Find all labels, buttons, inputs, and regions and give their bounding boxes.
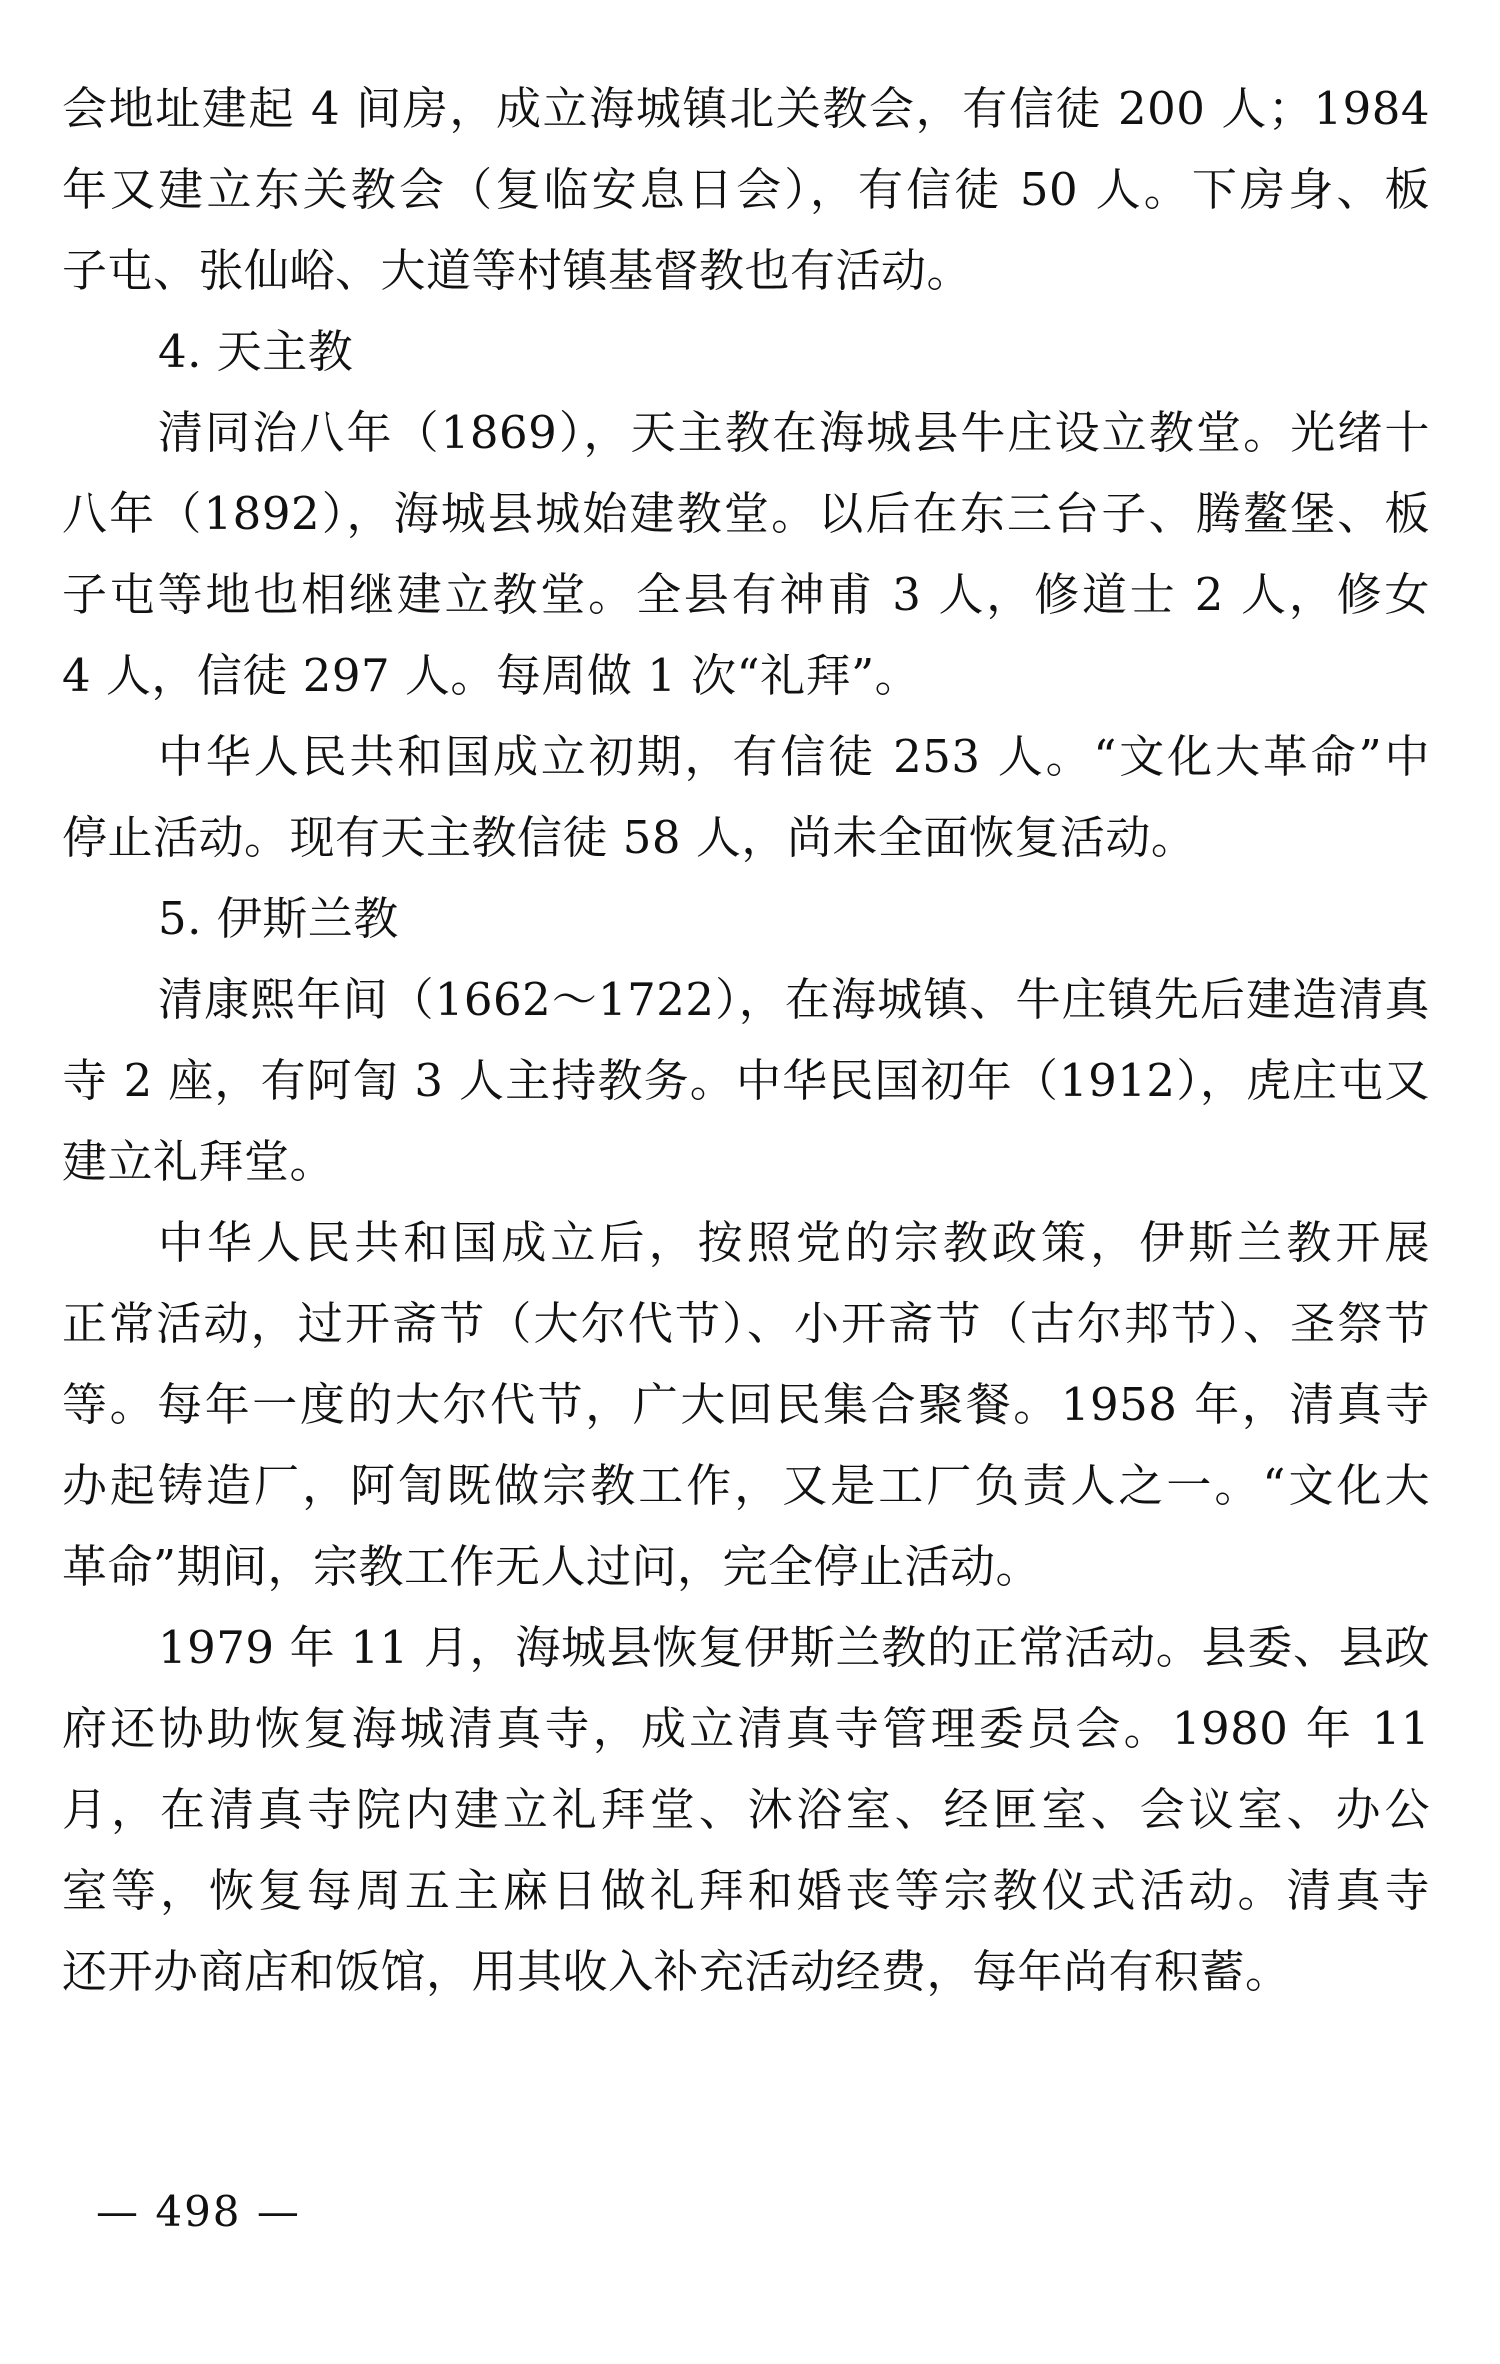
text-line: 停止活动。现有天主教信徒 58 人，尚未全面恢复活动。: [62, 811, 1197, 864]
text-line: 年又建立东关教会（复临安息日会），有信徒 50 人。下房身、板: [62, 163, 1430, 216]
text-line: 革命”期间，宗教工作无人过问，完全停止活动。: [62, 1540, 1042, 1593]
text-line: 清康熙年间（1662～1722），在海城镇、牛庄镇先后建造清真: [158, 973, 1430, 1026]
text-line: 室等，恢复每周五主麻日做礼拜和婚丧等宗教仪式活动。清真寺: [62, 1864, 1430, 1917]
text-line: 子屯等地也相继建立教堂。全县有神甫 3 人，修道士 2 人，修女: [62, 568, 1430, 621]
text-line: 清同治八年（1869），天主教在海城县牛庄设立教堂。光绪十: [158, 406, 1430, 459]
text-line: 建立礼拜堂。: [62, 1135, 336, 1188]
section-heading-islam: 5. 伊斯兰教: [158, 892, 399, 945]
text-line: 子屯、张仙峪、大道等村镇基督教也有活动。: [62, 244, 973, 297]
text-line: 1979 年 11 月，海城县恢复伊斯兰教的正常活动。县委、县政: [158, 1621, 1430, 1674]
text-line: 4 人，信徒 297 人。每周做 1 次“礼拜”。: [62, 649, 921, 702]
text-line: 会地址建起 4 间房，成立海城镇北关教会，有信徒 200 人；1984: [62, 82, 1430, 135]
text-line: 还开办商店和饭馆，用其收入补充活动经费，每年尚有积蓄。: [62, 1945, 1291, 1998]
text-line: 月，在清真寺院内建立礼拜堂、沐浴室、经匣室、会议室、办公: [62, 1783, 1430, 1836]
text-line: 中华人民共和国成立初期，有信徒 253 人。“文化大革命”中: [158, 730, 1430, 783]
text-line: 中华人民共和国成立后，按照党的宗教政策，伊斯兰教开展: [158, 1216, 1430, 1269]
page-number: — 498 —: [96, 2187, 301, 2236]
text-line: 府还协助恢复海城清真寺，成立清真寺管理委员会。1980 年 11: [62, 1702, 1430, 1755]
text-line: 正常活动，过开斋节（大尔代节）、小开斋节（古尔邦节）、圣祭节: [62, 1297, 1430, 1350]
section-heading-catholicism: 4. 天主教: [158, 325, 354, 378]
text-line: 等。每年一度的大尔代节，广大回民集合聚餐。1958 年，清真寺: [62, 1378, 1430, 1431]
text-line: 八年（1892），海城县城始建教堂。以后在东三台子、腾鳌堡、板: [62, 487, 1430, 540]
body-text: [62, 68, 1430, 2012]
text-line: 寺 2 座，有阿訇 3 人主持教务。中华民国初年（1912），虎庄屯又: [62, 1054, 1430, 1107]
text-line: 办起铸造厂，阿訇既做宗教工作，又是工厂负责人之一。“文化大: [62, 1459, 1430, 1512]
